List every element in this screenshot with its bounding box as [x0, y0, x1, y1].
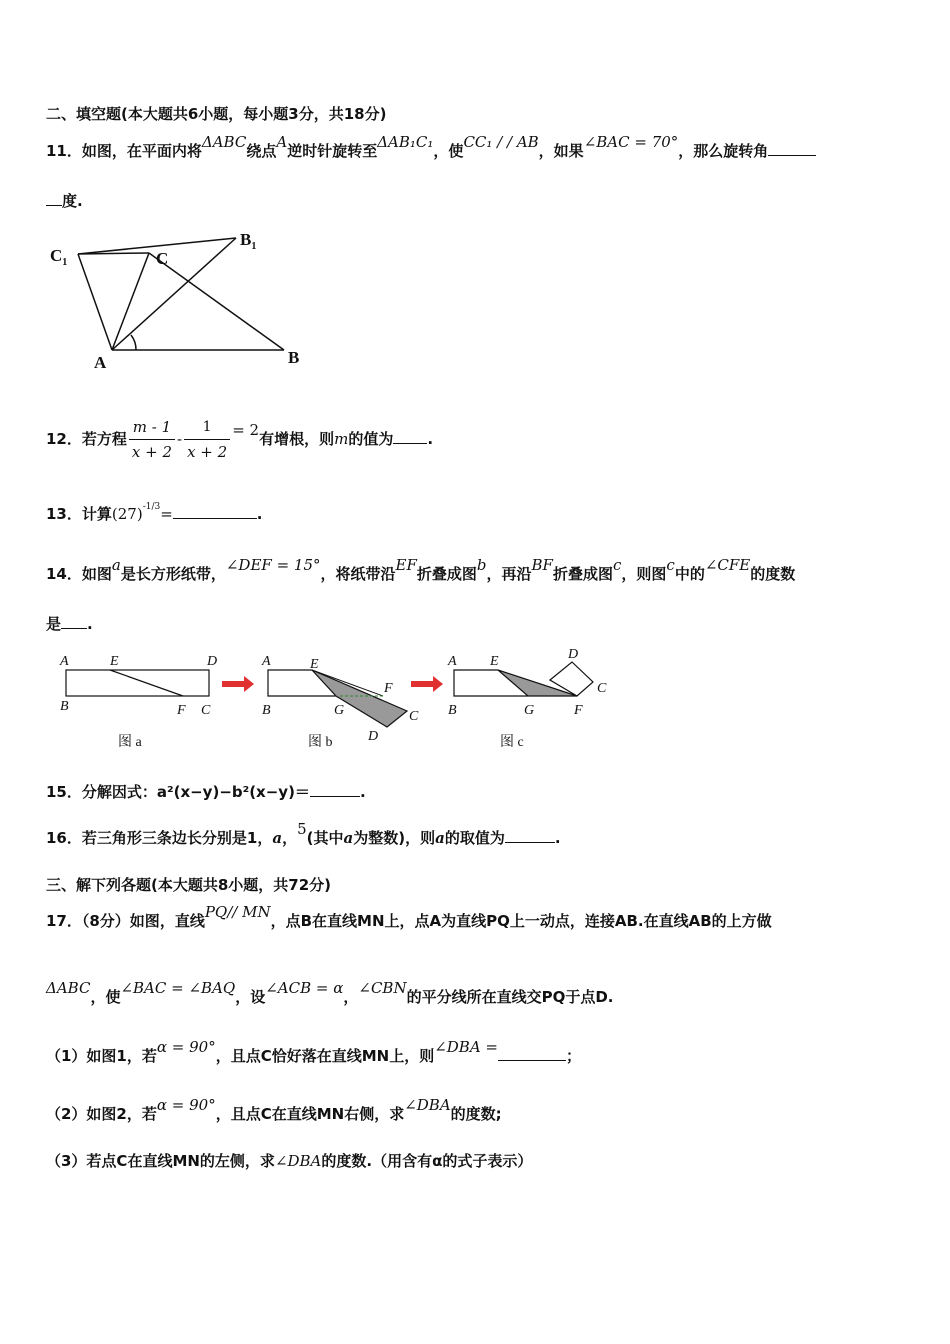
question-17-part3: [46, 1150, 532, 1171]
q12-equals: = 2: [232, 421, 260, 439]
q14-text: 如图: [81, 565, 112, 583]
folded-part-c: [498, 670, 577, 696]
q15-text: .: [359, 783, 366, 801]
folded-part-b: [312, 670, 407, 727]
label-c: C: [201, 703, 211, 718]
answer-blank[interactable]: [61, 614, 87, 629]
q14-math: b: [476, 556, 487, 574]
q16-text: 为整数: [353, 829, 399, 847]
q17-text: ，且点C恰好落在直线MN上，则: [215, 1047, 435, 1065]
q12-fraction-2: [184, 416, 230, 463]
label-c1: $C_1$: [50, 246, 68, 268]
section-3-title: 三、解下列各题(本大题共8小题，共72分): [46, 876, 332, 894]
label-e: E: [310, 657, 319, 672]
q14-figures: [50, 648, 630, 752]
q17-text: ，使: [90, 988, 121, 1006]
label-d: D: [368, 729, 379, 744]
q11-math-triangle: ΔABC: [201, 133, 247, 151]
q16-math: a: [272, 829, 283, 847]
q14-math-angle: ∠CFE: [704, 556, 751, 574]
q17-number: 17．: [46, 912, 82, 930]
q12-text: 若方程: [81, 430, 127, 448]
question-17-part2: [46, 1096, 502, 1124]
label-c: C: [597, 681, 607, 696]
q11-math-rotated-triangle: ΔAB₁C₁: [377, 133, 434, 151]
q11-figure: [44, 228, 314, 373]
q11-text: 逆时针旋转至: [287, 142, 378, 160]
figure-c: [447, 648, 607, 750]
caption-a: 图 a: [118, 735, 142, 750]
question-11: [46, 133, 816, 161]
q14-number: 14．: [46, 565, 82, 583]
label-a: A: [262, 654, 271, 669]
question-13: [46, 503, 263, 524]
q12-fraction-1: [129, 416, 175, 463]
section-2-title: 二、填空题(本大题共6小题，每小题3分，共18分): [46, 105, 387, 123]
q11-text: 绕点: [246, 142, 277, 160]
q17-text: （1）如图1，若: [46, 1047, 157, 1065]
fraction-denominator: x + 2: [187, 443, 228, 461]
label-d: D: [207, 654, 218, 669]
q11-number: 11．: [46, 142, 82, 160]
answer-blank[interactable]: [768, 141, 816, 156]
q11-text: ，使: [433, 142, 464, 160]
q14-math: c: [612, 556, 622, 574]
q14-math: c: [666, 556, 675, 574]
q16-math: a: [343, 829, 354, 847]
q15-text: 分解因式：: [81, 783, 157, 801]
q13-text: .: [256, 505, 263, 523]
label-d: D: [568, 648, 579, 662]
question-16: [46, 820, 561, 848]
segment-a-b1: [112, 238, 236, 350]
question-11-cont: [46, 190, 83, 211]
segment-c1-c: [78, 253, 149, 254]
q16-math: a: [435, 829, 445, 847]
q14-text: 是长方形纸带，: [120, 565, 226, 583]
label-g: G: [334, 703, 345, 718]
q12-number: 12．: [46, 430, 82, 448]
q17-text: ，设: [235, 988, 266, 1006]
question-14-cont: [46, 613, 93, 634]
answer-blank[interactable]: [505, 828, 555, 843]
q14-text: .: [87, 615, 93, 633]
q17-text: 的平分线所在直线交PQ于点D.: [406, 988, 614, 1006]
label-b: B: [60, 699, 69, 714]
q11-text: ，如果: [538, 142, 584, 160]
label-f: F: [177, 703, 186, 718]
question-17-part1: [46, 1038, 582, 1066]
label-a: A: [94, 353, 107, 372]
q11-math-point: A: [276, 133, 288, 151]
q13-equals: =: [160, 505, 173, 523]
q17-math: α = 90°: [156, 1038, 216, 1056]
q12-text: 的值为: [348, 430, 394, 448]
question-17-line2: [46, 979, 614, 1007]
label-c: C: [409, 709, 419, 724]
answer-blank[interactable]: [393, 429, 427, 444]
q11-text: 度.: [62, 192, 83, 210]
fold-line-ef: [110, 670, 183, 696]
q16-text: .: [554, 829, 561, 847]
q17-text: ，点B在直线MN上，点A为直线PQ上一动点，连接AB.在直线AB的上方做: [270, 912, 772, 930]
q17-text: ，: [343, 988, 359, 1006]
label-b: B: [448, 703, 457, 718]
q14-text: 折叠成图: [416, 565, 477, 583]
q17-math: ∠DBA =: [434, 1038, 498, 1056]
arrow-right-icon: [411, 676, 443, 692]
q12-math-m: m: [334, 430, 349, 448]
q17-math: α = 90°: [156, 1096, 216, 1114]
q17-math: ∠DBA: [274, 1152, 322, 1170]
q14-text: ，则图: [621, 565, 667, 583]
question-12: [46, 416, 433, 463]
q13-exponent: -1/3: [142, 502, 161, 512]
q16-text: 若三角形三条边长分别是1，: [81, 829, 273, 847]
q13-text: 计算: [81, 505, 112, 523]
q17-text: ，且点C在直线MN右侧，求: [215, 1105, 405, 1123]
q16-text: 的取值为: [444, 829, 505, 847]
q16-text: (其中: [306, 829, 344, 847]
angle-bac-arc: [131, 335, 136, 350]
q13-number: 13．: [46, 505, 82, 523]
q17-math: ΔABC: [46, 979, 91, 997]
q14-text: 中的: [674, 565, 705, 583]
q17-math: ∠CBN: [358, 979, 407, 997]
q15-expression: a²(x−y)−b²(x−y)＝: [156, 783, 310, 801]
figure-b: [261, 654, 419, 750]
caption-b: 图 b: [308, 735, 333, 750]
q14-text: ，再沿: [486, 565, 532, 583]
q11-text: ，那么旋转角: [678, 142, 769, 160]
q17-math-parallel: PQ// MN: [204, 903, 271, 921]
answer-blank[interactable]: [46, 191, 62, 206]
q16-math: 5: [297, 820, 307, 838]
q16-text: )，则: [398, 829, 436, 847]
question-17: [46, 903, 772, 931]
segment-c-b: [149, 253, 284, 350]
answer-blank[interactable]: [173, 504, 257, 519]
label-g: G: [524, 703, 535, 718]
q17-math: ∠DBA: [404, 1096, 451, 1114]
q17-text: 的度数;: [450, 1105, 502, 1123]
q17-text: （2）如图2，若: [46, 1105, 157, 1123]
fraction-numerator: 1: [184, 416, 230, 440]
q17-text: （3）若点C在直线MN的左侧，求: [46, 1152, 275, 1170]
q14-math: a: [111, 556, 121, 574]
q11-text: 如图，在平面内将: [81, 142, 202, 160]
label-f: F: [384, 681, 393, 696]
label-e: E: [490, 654, 499, 669]
q14-math: EF: [395, 556, 417, 574]
label-a: A: [60, 654, 69, 669]
label-b: B: [262, 703, 271, 718]
label-c: C: [156, 249, 169, 268]
strip-a: [66, 670, 209, 696]
figure-a: [59, 654, 217, 750]
q11-math-parallel: CC₁ / / AB: [463, 133, 539, 151]
q14-math: BF: [531, 556, 553, 574]
q16-number: 16．: [46, 829, 82, 847]
q14-text: 的度数: [750, 565, 796, 583]
q17-text: ；: [566, 1047, 582, 1065]
q14-text: ，将纸带沿: [320, 565, 396, 583]
q17-math: ∠BAC = ∠BAQ: [120, 979, 236, 997]
q17-text: （8分）如图，直线: [81, 912, 205, 930]
q16-text: ，: [282, 829, 298, 847]
q17-text: 的度数.（用含有α的式子表示）: [321, 1152, 533, 1170]
q12-text: .: [427, 430, 434, 448]
fraction-denominator: x + 2: [131, 443, 172, 461]
answer-blank[interactable]: [498, 1046, 566, 1061]
q17-math: ∠ACB = α: [265, 979, 344, 997]
q14-text: 是: [46, 615, 62, 633]
label-b: B: [288, 348, 300, 367]
q14-math-angle: ∠DEF = 15°: [225, 556, 321, 574]
segment-c1-a: [78, 254, 112, 350]
label-e: E: [110, 654, 119, 669]
caption-c: 图 c: [500, 735, 524, 750]
q13-base: (27): [111, 505, 143, 523]
question-15: [46, 781, 366, 802]
q14-text: 折叠成图: [552, 565, 613, 583]
q15-number: 15．: [46, 783, 82, 801]
q12-text: 有增根，则: [259, 430, 335, 448]
answer-blank[interactable]: [310, 782, 360, 797]
label-a: A: [448, 654, 457, 669]
q11-math-angle: ∠BAC = 70°: [583, 133, 679, 151]
arrow-right-icon: [222, 676, 254, 692]
label-b1: $B_1$: [240, 230, 257, 252]
q12-minus: -: [177, 430, 183, 448]
label-f: F: [574, 703, 583, 718]
question-14: [46, 556, 796, 584]
fraction-numerator: m - 1: [129, 416, 175, 440]
